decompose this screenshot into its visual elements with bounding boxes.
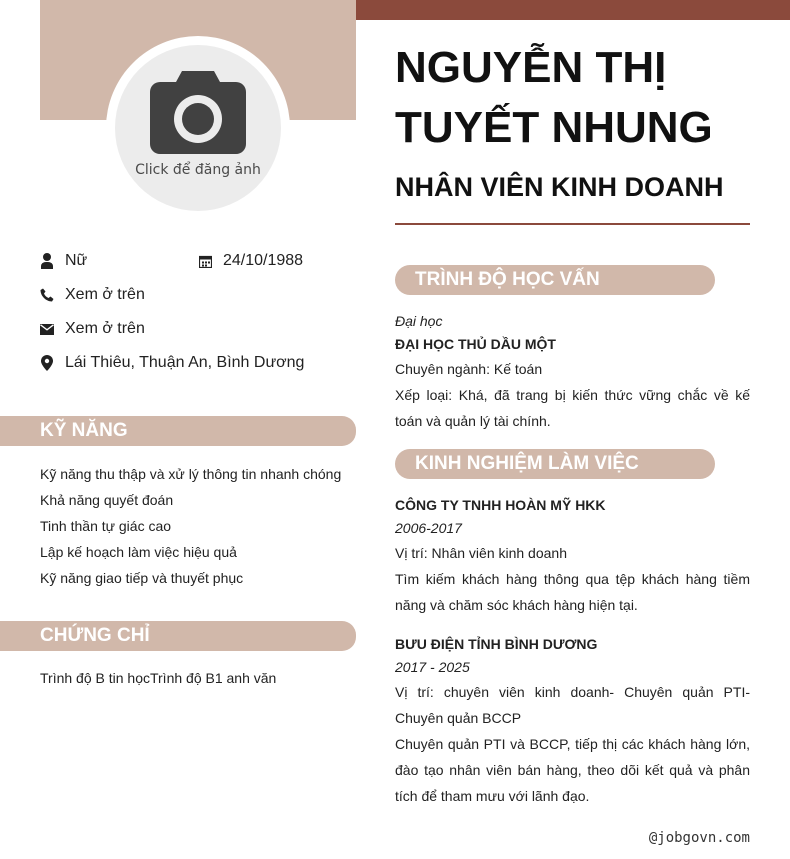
email-value: Xem ở trên	[65, 320, 145, 337]
education-section-title: TRÌNH ĐỘ HỌC VẤN	[395, 265, 715, 295]
education-school: ĐẠI HỌC THỦ DẦU MỘT	[395, 336, 556, 352]
job-period: 2017 - 2025	[395, 659, 470, 675]
education-level: Đại học	[395, 313, 443, 329]
job-company: CÔNG TY TNHH HOÀN MỸ HKK	[395, 497, 606, 513]
camera-icon	[148, 69, 248, 155]
phone-value: Xem ở trên	[65, 286, 145, 303]
skills-section-title: KỸ NĂNG	[0, 416, 356, 446]
job-period: 2006-2017	[395, 520, 462, 536]
birthdate-value: 24/10/1988	[223, 252, 304, 269]
email-row	[40, 318, 145, 340]
job-position: Vị trí: Nhân viên kinh doanh	[395, 545, 567, 561]
experience-section-title: KINH NGHIỆM LÀM VIỆC	[395, 449, 715, 479]
address-row	[40, 352, 304, 374]
address-value: Lái Thiêu, Thuận An, Bình Dương	[65, 354, 305, 371]
skill-item: Khả năng quyết đoán	[40, 492, 174, 508]
job-description: Tìm kiếm khách hàng thông qua tệp khách hàng tiềm năng và chăm sóc khách hàng hiện tại.	[395, 571, 750, 613]
user-icon	[40, 253, 54, 269]
skill-item: Lập kế hoạch làm việc hiệu quả	[40, 544, 237, 560]
skill-item: Kỹ năng giao tiếp và thuyết phục	[40, 570, 244, 586]
upload-photo-button[interactable]	[115, 45, 281, 211]
job-company: BƯU ĐIỆN TỈNH BÌNH DƯƠNG	[395, 636, 598, 652]
location-icon	[40, 355, 54, 371]
gender-row	[40, 250, 87, 272]
phone-icon	[40, 287, 54, 303]
skill-item: Tinh thần tự giác cao	[40, 518, 172, 534]
top-accent-bar	[356, 0, 790, 20]
gender-value: Nữ	[65, 252, 88, 269]
candidate-name: NGUYỄN THỊ TUYẾT NHUNG	[395, 43, 713, 152]
certificates-section-title: CHỨNG CHỈ	[0, 621, 356, 651]
skill-item: Kỹ năng thu thập và xử lý thông tin nhanh chóng	[40, 466, 342, 482]
job-description: Chuyên quản PTI và BCCP, tiếp thị các khách hàng lớn, đào tạo nhân viên bán hàng, theo dõi kết quả và phân tích để tham mưu với lãnh đạo.	[395, 736, 750, 804]
education-rank: Xếp loại: Khá, đã trang bị kiến thức vững chắc về kế toán và quản lý tài chính.	[395, 387, 750, 429]
mail-icon	[40, 321, 54, 337]
job-position: Vị trí: chuyên viên kinh doanh- Chuyên quản PTI- Chuyên quản BCCP	[395, 684, 750, 726]
footer-watermark: @jobgovn.com	[648, 830, 750, 846]
certificates-text: Trình độ B tin họcTrình độ B1 anh văn	[40, 670, 277, 686]
phone-row	[40, 284, 145, 306]
calendar-icon	[198, 253, 212, 269]
job-title: NHÂN VIÊN KINH DOANH	[395, 172, 724, 202]
education-major: Chuyên ngành: Kế toán	[395, 361, 543, 377]
title-divider	[395, 223, 750, 225]
photo-upload-label: Click để đăng ảnh	[135, 162, 261, 178]
birthdate-row	[198, 250, 303, 272]
